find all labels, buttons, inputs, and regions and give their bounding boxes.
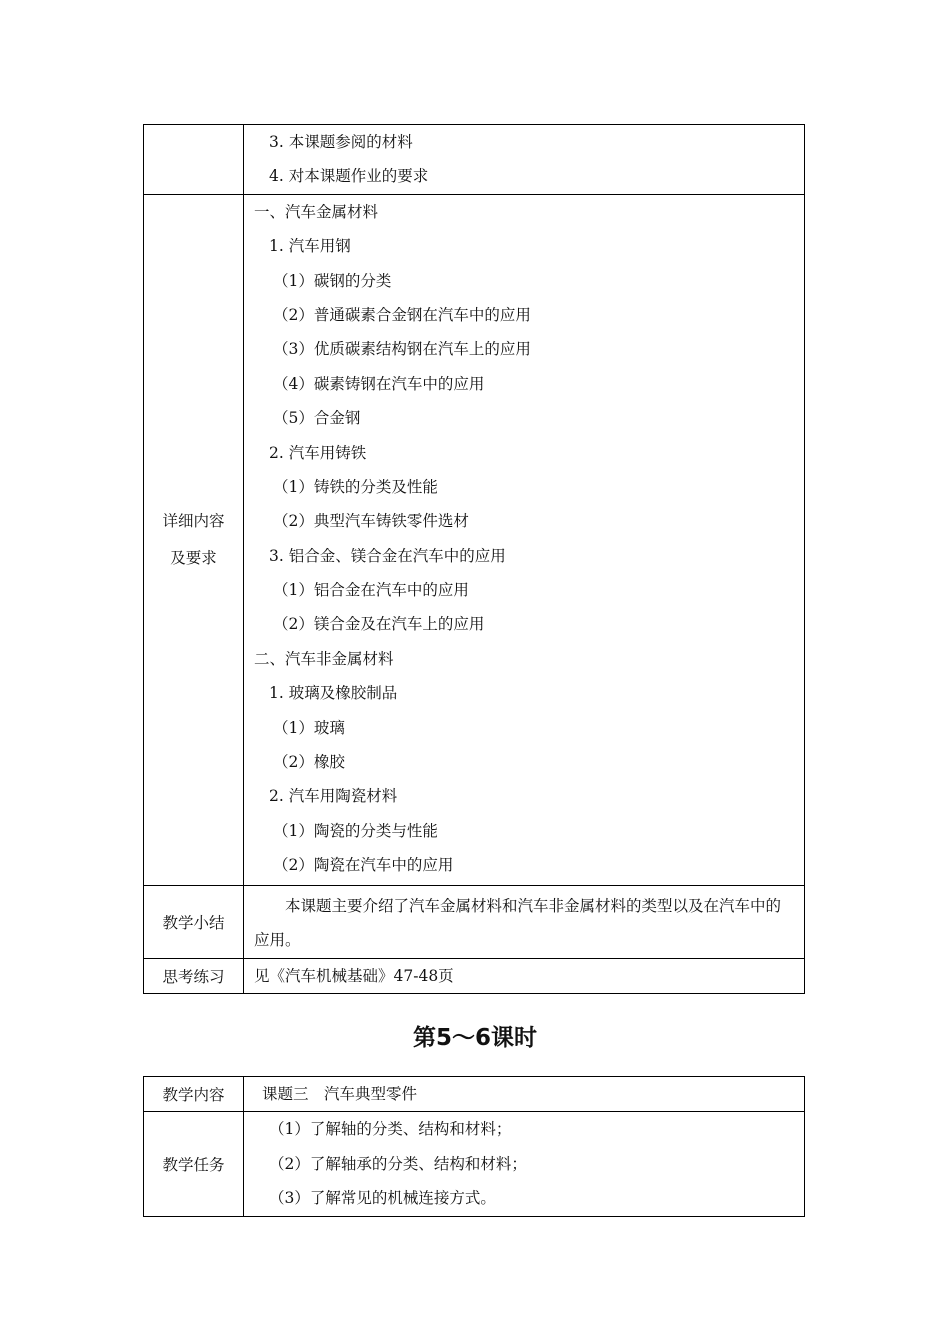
list-item: （3）优质碳素结构钢在汽车上的应用 — [273, 340, 531, 359]
list-item: （2）典型汽车铸铁零件选材 — [273, 512, 469, 531]
list-item: 4. 对本课题作业的要求 — [269, 167, 429, 186]
list-item: （1）陶瓷的分类与性能 — [273, 821, 438, 840]
table-row — [144, 1077, 805, 1112]
row-content-topic — [244, 1077, 805, 1112]
exercise-text: 见《汽车机械基础》47-48页 — [254, 966, 454, 985]
task-item: （1）了解轴的分类、结构和材料； — [269, 1120, 512, 1139]
row-label — [144, 125, 244, 195]
heading-item: 二、汽车非金属材料 — [254, 649, 394, 668]
list-item: （2）橡胶 — [273, 753, 345, 772]
table-row — [144, 885, 805, 958]
topic-text: 课题三 汽车典型零件 — [262, 1085, 418, 1103]
list-item: （4）碳素铸钢在汽车中的应用 — [273, 374, 485, 393]
heading-item: 一、汽车金属材料 — [254, 202, 379, 221]
row-label-exercise: 思考练习 — [144, 958, 244, 993]
list-item: （5）合金钢 — [273, 409, 361, 428]
list-item: 3. 本课题参阅的材料 — [269, 133, 413, 151]
list-item: 3. 铝合金、镁合金在汽车中的应用 — [269, 546, 506, 565]
lesson-plan-table-2 — [143, 1076, 805, 1217]
task-item: （2）了解轴承的分类、结构和材料； — [269, 1154, 527, 1173]
list-item: （1）玻璃 — [273, 718, 345, 737]
row-label-details — [144, 194, 244, 885]
list-item: （2）普通碳素合金钢在汽车中的应用 — [273, 305, 531, 324]
summary-text: 本课题主要介绍了汽车金属材料和汽车非金属材料的类型以及在汽车中的应用。 — [254, 896, 782, 950]
lesson-plan-table-1 — [143, 124, 805, 994]
label-line: 详细内容 — [162, 511, 225, 530]
row-label-summary: 教学小结 — [144, 885, 244, 958]
list-item: （2）镁合金及在汽车上的应用 — [273, 615, 485, 634]
section-title: 第5～6课时 — [412, 1025, 537, 1051]
row-label-tasks: 教学任务 — [144, 1112, 244, 1216]
list-item: （1）铸铁的分类及性能 — [273, 477, 438, 496]
row-content-tasks — [244, 1112, 805, 1216]
list-item: （1）铝合金在汽车中的应用 — [273, 581, 469, 600]
list-item: 1. 汽车用钢 — [269, 237, 351, 256]
row-content-summary — [244, 885, 805, 958]
row-content — [244, 125, 805, 195]
label-line: 及要求 — [170, 548, 217, 567]
list-item: 2. 汽车用铸铁 — [269, 443, 367, 462]
table-row — [144, 125, 805, 195]
task-item: （3）了解常见的机械连接方式。 — [269, 1189, 496, 1208]
table-row — [144, 194, 805, 885]
list-item: 1. 玻璃及橡胶制品 — [269, 684, 398, 703]
list-item: 2. 汽车用陶瓷材料 — [269, 787, 398, 806]
table-row — [144, 958, 805, 993]
list-item: （1）碳钢的分类 — [273, 271, 392, 290]
row-content-exercise — [244, 958, 805, 993]
list-item: （2）陶瓷在汽车中的应用 — [273, 856, 454, 875]
table-row — [144, 1112, 805, 1216]
row-label-content: 教学内容 — [144, 1077, 244, 1112]
row-content-details — [244, 194, 805, 885]
